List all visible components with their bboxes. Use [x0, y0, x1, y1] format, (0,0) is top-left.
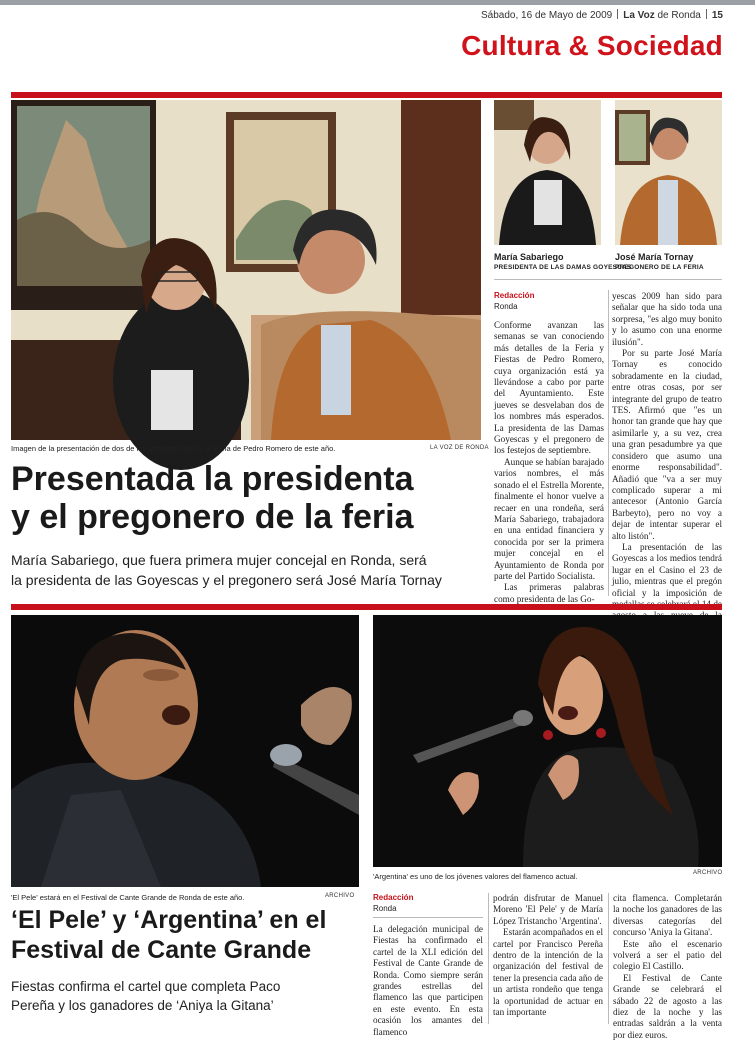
story1-subhead-line2: la presidenta de las Goyescas y el pregonero será José María Tornay: [11, 572, 442, 588]
page-number: 15: [711, 10, 723, 21]
portrait2-name: José María Tornay: [615, 252, 694, 262]
main-photo: [11, 100, 481, 440]
story1-subhead: [11, 550, 491, 590]
main-photo-caption: Imagen de la presentación de dos de los protagonistas de la Feria de Pedro Romero de este año.: [11, 444, 336, 453]
photo-argentina: [373, 615, 722, 867]
paper-name-suffix: de Ronda: [657, 10, 701, 21]
portrait2-role: PREGONERO DE LA FERIA: [615, 264, 704, 271]
main-photo-illustration: [11, 100, 481, 440]
page-header-meta: [481, 9, 723, 21]
column-rule: [608, 290, 609, 596]
section-rule: [11, 92, 722, 98]
story1-byline: Redacción: [494, 291, 535, 300]
story1-col1-p2: Aunque se habían barajado varios nombres, el más sonado el el Estrella Morente, finalmente el honor vuelve a recaer en una rondeña, será María Sabariego, trabajadora en una entidad financiera y conocida por ser la primera mujer concejal en el Ayuntamiento de Ronda por parte del Partido Socialista.: [494, 456, 604, 581]
paper-name: La Voz: [623, 10, 655, 21]
story1-headline: [11, 460, 491, 536]
story2-byline: Redacción: [373, 893, 414, 902]
story2-headline-line2: Festival de Cante Grande: [11, 936, 312, 964]
story2-column-rule-1: [488, 893, 489, 1024]
story1-col2-p1: yescas 2009 han sido para señalar que ha sido toda una sorpresa, "es algo muy bonito y lo asumo con una enorme ilusión".: [612, 291, 722, 347]
story1-column-1: [494, 320, 604, 604]
story2-subhead-line1: Fiestas confirma el cartel que completa Paco: [11, 979, 281, 994]
el-pele-caption: 'El Pele' estará en el Festival de Cante Grande de Ronda de este año.: [11, 893, 245, 902]
portrait1-name: María Sabariego: [494, 252, 564, 262]
story2-column-2: [493, 893, 603, 1024]
el-pele-illustration: [11, 615, 359, 887]
story2-byline-divider: [373, 917, 483, 918]
portrait-jose-maria-tornay: [615, 100, 722, 245]
story1-headline-line1: Presentada la presidenta: [11, 460, 414, 498]
issue-date: Sábado, 16 de Mayo de 2009: [481, 10, 613, 21]
story2-column-3: [613, 893, 722, 1040]
argentina-caption: 'Argentina' es uno de los jóvenes valores del flamenco actual.: [373, 872, 578, 881]
story-separator-rule: [11, 604, 722, 610]
story2-column-rule-2: [608, 893, 609, 1024]
story1-col2-p3: La presentación de las Goyescas a los medios tendrá lugar en el Casino el 23 de julio, mientras que el pregón oficial y la imposición de: [612, 541, 722, 598]
argentina-illustration: [373, 615, 722, 867]
story1-col2-p2: Por su parte José María Tornay es conocido sobradamente en la ciudad, entre otras cosas, por ser integrante del grupo de teatro TES. Afirmó que "es un honor tan grande que hay que asimilarle y, a su vez, crea una gran pesadumbre ya que considero que asumo una enorme responsabilidad". Añadió que "va a ser muy complicado superar a mi antecesor (Antonio García Barbeyto), pero no voy a dejar de intentar superar el alto listón".: [612, 348, 722, 541]
story2-col2-p1: podrán disfrutar de Manuel Moreno 'El Pele' y de María López Tristancho 'Argentina'.: [493, 893, 603, 926]
story1-byline-place: Ronda: [494, 302, 518, 311]
story1-headline-line2: y el pregonero de la feria: [11, 498, 414, 537]
story2-col3-p2: Este año el escenario volverá a ser el patio del colegio El Castillo.: [613, 938, 722, 972]
main-photo-credit: LA VOZ DE RONDA: [430, 445, 489, 451]
portrait-maria-illustration: [494, 100, 601, 245]
argentina-credit: ARCHIVO: [693, 870, 723, 876]
story2-byline-place: Ronda: [373, 904, 397, 913]
story1-subhead-line1: María Sabariego, que fuera primera mujer concejal en Ronda, será: [11, 552, 427, 568]
section-title: Cultura & Sociedad: [461, 30, 723, 61]
portrait-maria-sabariego: [494, 100, 601, 245]
story2-subhead-line2: Pereña y los ganadores de ‘Aniya la Gitana’: [11, 998, 274, 1013]
story2-subhead: [11, 977, 361, 1015]
story2-col3-p1: cita flamenca. Completarán la noche los ganadores de las diversas categorías del concurso 'Aniya la Gitana'.: [613, 893, 722, 938]
portrait-divider: [494, 279, 722, 280]
story1-column-2: [612, 291, 722, 598]
story2-headline-line1: ‘El Pele’ y ‘Argentina’ en el: [11, 906, 327, 934]
portrait1-role: PRESIDENTA DE LAS DAMAS GOYESCAS: [494, 264, 632, 271]
story2-column-1: [373, 924, 483, 1037]
story2-col1-p1: La delegación municipal de Fiestas ha confirmado el cartel de la XLI edición del Festival de Cante Grande de Ronda. Como siempre serán grandes estrellas del flamenco las que participen en este evento. En esta ocasión los amantes del flamenco: [373, 924, 483, 1037]
story2-col3-p3: El Festival de Cante Grande se celebrará el sábado 22 de agosto a las diez de la noche y las entradas saldrán a la venta por diez euros.: [613, 972, 722, 1040]
story1-col1-p1: Conforme avanzan las semanas se van conociendo más detalles de la Feria y Fiestas de Pedro Romero, cuya organización está ya llevándose a cabo por parte del Ayuntamiento. Este jueves se desvelaban dos de los nombres más esperados. La presidenta de las Damas Goyescas y el pregonero de los festejos de septiembre.: [494, 320, 604, 456]
portrait-jose-illustration: [615, 100, 722, 245]
photo-el-pele: [11, 615, 359, 887]
story2-col2-p2: Estarán acompañados en el cartel por Francisco Pereña dentro de la intención de la organización del festival de tener la presencia cada año de un artista rondeño que tenga la oportunidad de actuar en tan importante: [493, 927, 603, 1018]
top-rule: [0, 0, 755, 5]
story2-headline: [11, 905, 361, 965]
story1-col1-p3: Las primeras palabras como presidenta de las Go-: [494, 582, 604, 604]
el-pele-credit: ARCHIVO: [325, 893, 355, 899]
